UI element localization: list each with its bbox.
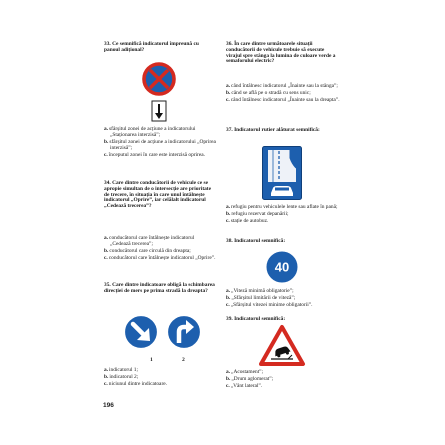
question-36-text: 36. În care dintre următoarele situații conducătorii de vehicule trebuie să execute virajul spre stânga la lumina de culoare verde a semaforului electric? <box>226 41 336 65</box>
answer-35-b <box>104 375 216 381</box>
answer-letter: a. <box>226 288 231 294</box>
turn-right-sign-icon <box>166 314 202 350</box>
question-35-answers <box>104 368 216 389</box>
answer-36-a <box>226 84 340 90</box>
question-36-answers <box>226 84 340 105</box>
warning-triangle-sign-icon <box>258 324 306 367</box>
answer-letter: b. <box>104 373 109 380</box>
answer-text: refugiu pentru vehiculele lente sau aflate în pană; <box>231 204 338 210</box>
answer-letter: a. <box>104 235 109 241</box>
question-36 <box>226 42 340 68</box>
question-33-text: 33. Ce semnifică indicatorul împreună cu panoul adițional? <box>104 41 199 53</box>
sign-label-2: 2 <box>182 357 185 363</box>
question-39-text: 39. Indicatorul semnifică: <box>226 316 286 322</box>
answer-letter: c. <box>226 382 230 389</box>
answer-text: „Sfârșitul vitezei minime obligatorii”. <box>230 301 313 308</box>
answer-text: când se află pe o stradă cu sens unic; <box>231 89 311 96</box>
answer-35-c <box>104 382 216 388</box>
answer-34-b <box>104 249 216 255</box>
answer-33-a <box>104 127 216 139</box>
answer-text: sfârșitul zonei de acțiune a indicatorului „Oprirea interzisă”; <box>109 138 216 151</box>
answer-34-c <box>104 256 216 262</box>
answer-text: „Sfârșitul limitării de viteză”; <box>231 294 296 301</box>
answer-letter: c. <box>226 301 230 308</box>
answer-39-b <box>226 377 340 383</box>
answer-text: conducătorul care circulă din dreapta; <box>109 247 191 254</box>
answer-letter: b. <box>226 89 231 96</box>
sign-label-1: 1 <box>150 357 153 363</box>
page-number: 196 <box>103 402 114 409</box>
answer-text: stație de autobuz. <box>230 217 269 224</box>
answer-text: indicatorul 2; <box>109 373 139 380</box>
minimum-speed-sign-icon <box>265 250 299 284</box>
question-37-text: 37. Indicatorul rutier alăturat semnifică: <box>226 127 320 133</box>
answer-33-c <box>104 153 216 159</box>
answer-letter: c. <box>226 96 230 103</box>
answer-letter: a. <box>104 126 109 132</box>
question-37-answers <box>226 205 340 226</box>
answer-letter: b. <box>226 210 231 217</box>
answer-text: refugiu rezervat depanării; <box>231 210 289 217</box>
answer-text: când întâlnesc indicatorul „Înainte sau la dreapta”. <box>230 96 340 103</box>
answer-text: conducătorul care întâlnește indicatorul „Oprire”. <box>108 254 216 261</box>
answer-letter: b. <box>226 375 231 382</box>
additional-panel-arrow-down-icon <box>151 100 167 122</box>
answer-text: indicatorul 1; <box>109 367 138 373</box>
answer-letter: b. <box>104 247 109 254</box>
question-34-answers <box>104 236 216 263</box>
question-38-answers <box>226 289 340 310</box>
answer-letter: a. <box>226 83 231 89</box>
answer-letter: c. <box>104 151 108 158</box>
answer-38-b <box>226 296 340 302</box>
turn-right-sign-disc <box>168 316 201 349</box>
question-35 <box>104 283 216 298</box>
lay-by-car-window <box>275 188 289 191</box>
answer-39-a <box>226 370 340 376</box>
answer-39-c <box>226 384 340 390</box>
question-38-text: 38. Indicatorul semnifică: <box>226 238 286 244</box>
question-33-answers <box>104 127 216 160</box>
answer-text: conducătorul care întâlnește indicatorul „Cedează trecerea”; <box>109 235 195 247</box>
answer-text: „Vânt lateral”. <box>230 382 263 389</box>
answer-35-a <box>104 368 216 374</box>
answer-33-b <box>104 140 216 152</box>
answer-38-c <box>226 303 340 309</box>
question-34 <box>104 181 216 213</box>
question-38 <box>226 239 340 248</box>
question-39-answers <box>226 370 340 391</box>
answer-text: „Viteză minimă obligatorie”; <box>231 288 294 294</box>
lay-by-sign-icon <box>262 146 302 200</box>
answer-36-c <box>226 98 340 104</box>
answer-text: sfârșitul zonei de acțiune a indicatorului „Staționarea interzisă”; <box>109 126 196 138</box>
question-35-text: 35. Care dintre indicatoare obligă la schimbarea direcției de mers pe prima stradă la dreapta? <box>104 282 215 294</box>
question-33 <box>104 42 216 57</box>
keep-right-sign-icon <box>123 314 159 350</box>
answer-36-b <box>226 91 340 97</box>
answer-37-c <box>226 219 340 225</box>
answer-34-a <box>104 236 216 248</box>
answer-38-a <box>226 289 340 295</box>
answer-letter: b. <box>104 138 109 145</box>
answer-letter: c. <box>104 254 108 261</box>
question-37 <box>226 128 340 137</box>
answer-letter: a. <box>226 369 231 375</box>
answer-text: „Acostament”; <box>231 369 264 375</box>
answer-text: niciunul dintre indicatoare. <box>108 380 167 387</box>
answer-letter: c. <box>104 380 108 387</box>
minimum-speed-value: 40 <box>274 259 290 275</box>
no-stopping-sign-icon <box>142 62 176 96</box>
answer-letter: c. <box>226 217 230 224</box>
answer-37-b <box>226 212 340 218</box>
answer-37-a <box>226 205 340 211</box>
answer-letter: a. <box>104 367 109 373</box>
answer-letter: b. <box>226 294 231 301</box>
question-34-text: 34. Care dintre conducătorii de vehicule ce se apropie simultan de o intersecție are prioritate de trecere, în situația în care unul întâlnește indicatorul „Oprire”, iar celălalt indicatorul „Cedează trecerea”? <box>104 180 211 210</box>
answer-text: când întâlnesc indicatorul „Înainte sau la stânga”; <box>231 83 338 89</box>
answer-text: „Drum aglomerat”; <box>231 375 274 382</box>
answer-letter: a. <box>226 204 231 210</box>
answer-text: începutul zonei în care este interzisă oprirea. <box>108 151 205 158</box>
